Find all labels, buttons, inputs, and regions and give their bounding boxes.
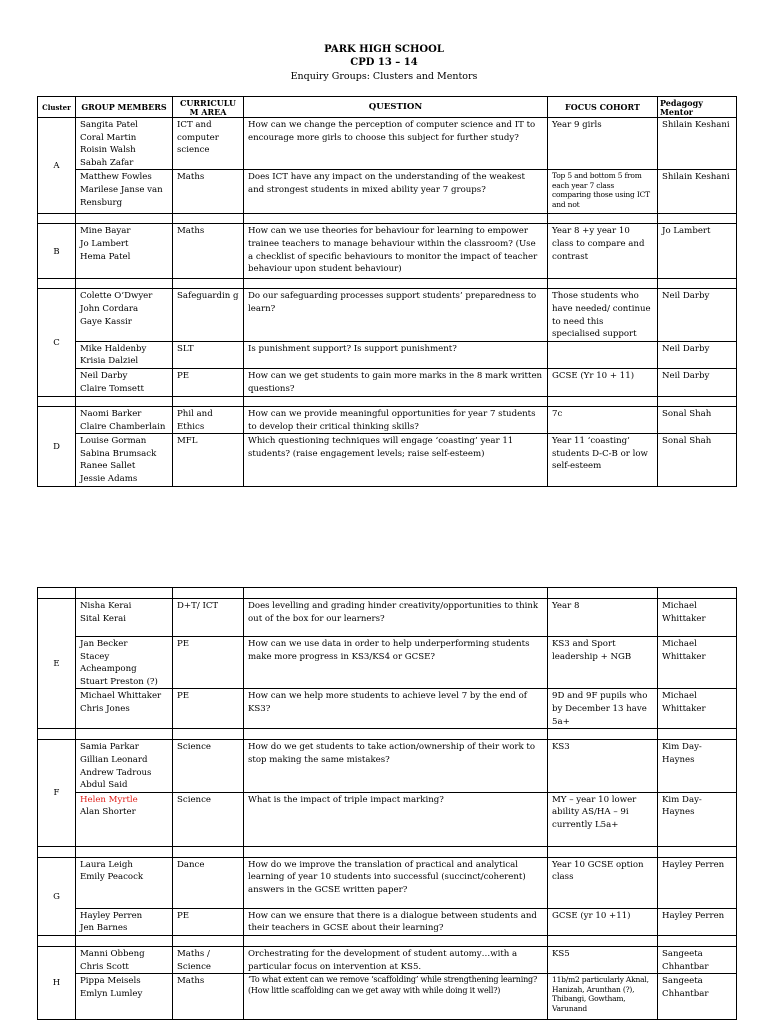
table-row [38, 170, 737, 214]
pedagogy-mentor: Shilain Keshani [658, 170, 737, 214]
pedagogy-mentor: Michael Whittaker [658, 689, 737, 729]
table-row [38, 224, 737, 279]
question: How can we get students to gain more marks in the 8 mark written questions? [244, 368, 548, 396]
group-members [76, 946, 173, 973]
group-members [76, 118, 173, 170]
member-name: Neil Darby [80, 370, 128, 381]
focus-cohort: 9D and 9F pupils who by December 13 have 5a+ [548, 689, 658, 729]
focus-cohort: KS5 [548, 946, 658, 973]
group-members [76, 792, 173, 846]
member-name: Stuart Preston (?) [80, 676, 158, 687]
cluster-label: B [38, 224, 76, 279]
member-name: Helen Myrtle [80, 794, 138, 805]
curriculum-area: PE [173, 368, 244, 396]
table-row [38, 908, 737, 935]
enquiry-table-bottom [37, 587, 737, 1020]
member-name: Andrew Tadrous [80, 767, 152, 778]
table-row [38, 792, 737, 846]
pedagogy-mentor: Neil Darby [658, 368, 737, 396]
member-name: Emlyn Lumley [80, 988, 143, 999]
spacer-row [38, 396, 737, 406]
table-row [38, 289, 737, 341]
pedagogy-mentor: Sangeeta Chhantbar [658, 946, 737, 973]
group-members [76, 368, 173, 396]
member-name: Laura Leigh [80, 859, 133, 870]
member-name: Jan Becker [80, 639, 128, 649]
curriculum-area: Maths / Science [173, 946, 244, 973]
group-members [76, 434, 173, 487]
table-row [38, 637, 737, 689]
member-name: Samia Parkar [80, 742, 139, 753]
member-name: Chris Jones [80, 703, 130, 714]
member-name: Jen Barnes [80, 923, 128, 934]
curriculum-area: Maths [173, 170, 244, 214]
focus-cohort [548, 341, 658, 368]
member-name: Sital Kerai [80, 613, 126, 624]
question: How do we get students to take action/ownership of their work to stop making the same mistakes? [244, 740, 548, 792]
table-row [38, 368, 737, 396]
col-header-members: GROUP MEMBERS [76, 97, 173, 118]
focus-cohort: GCSE (yr 10 +11) [548, 908, 658, 935]
pedagogy-mentor: Shilain Keshani [658, 118, 737, 170]
col-header-mentor: Pedagogy Mentor [658, 97, 737, 118]
focus-cohort: Year 9 girls [548, 118, 658, 170]
curriculum-area: Phil and Ethics [173, 406, 244, 433]
question: Is punishment support? Is support punishment? [244, 341, 548, 368]
member-name: Nisha Kerai [80, 601, 132, 611]
member-name: Hayley Perren [80, 910, 143, 921]
table-row [38, 434, 737, 487]
member-name: Jo Lambert [80, 238, 129, 249]
pedagogy-mentor: Neil Darby [658, 289, 737, 341]
curriculum-area: PE [173, 637, 244, 689]
table-row [38, 857, 737, 908]
col-header-question: QUESTION [244, 97, 548, 118]
document-heading: Enquiry Groups: Clusters and Mentors [290, 71, 478, 82]
table-row [38, 946, 737, 973]
member-name: Gillian Leonard [80, 754, 148, 765]
focus-cohort: Those students who have needed/ continue to need this specialised support [548, 289, 658, 341]
member-name: Sabina Brumsack [80, 448, 157, 459]
spacer-row [38, 214, 737, 224]
cluster-label: H [38, 946, 76, 1019]
question: Do our safeguarding processes support students’ preparedness to learn? [244, 289, 548, 341]
curriculum-area: Maths [173, 224, 244, 279]
table-row [38, 406, 737, 433]
table-row [38, 689, 737, 729]
group-members [76, 689, 173, 729]
pedagogy-mentor: Hayley Perren [658, 908, 737, 935]
group-members [76, 341, 173, 368]
focus-cohort: KS3 and Sport leadership + NGB [548, 637, 658, 689]
member-name: Emily Peacock [80, 872, 144, 883]
curriculum-area: Science [173, 740, 244, 792]
question: How do we improve the translation of practical and analytical learning of year 10 students into successful (succinct/coherent) answers in the GCSE written paper? [244, 857, 548, 908]
group-members [76, 599, 173, 637]
spacer-row [38, 279, 737, 289]
focus-cohort: Year 10 GCSE option class [548, 857, 658, 908]
group-members [76, 224, 173, 279]
school-title: PARK HIGH SCHOOL [324, 44, 444, 55]
member-name: John Cordara [80, 303, 139, 314]
cluster-label: F [38, 740, 76, 846]
group-members [76, 170, 173, 214]
member-name: Chris Scott [80, 961, 129, 972]
member-name: Claire Chamberlain [80, 421, 166, 432]
enquiry-table-top [37, 96, 737, 487]
focus-cohort: GCSE (Yr 10 + 11) [548, 368, 658, 396]
spacer-row [38, 729, 737, 740]
member-name: Claire Tomsett [80, 383, 144, 394]
member-name: Marilese Janse van Rensburg [80, 184, 163, 208]
col-header-cluster: Cluster [38, 97, 76, 118]
group-members [76, 740, 173, 792]
question: How can we use data in order to help underperforming students make more progress in KS3/KS4 or GCSE? [244, 637, 548, 689]
cluster-label: E [38, 599, 76, 729]
question: How can we change the perception of computer science and IT to encourage more girls to choose this subject for further study? [244, 118, 548, 170]
group-members [76, 406, 173, 433]
member-name: Sangita Patel [80, 120, 138, 130]
group-members [76, 974, 173, 1020]
member-name: Sabah Zafar [80, 157, 134, 168]
member-name: Colette O’Dwyer [80, 291, 153, 302]
col-header-area: CURRICULUM AREA [173, 97, 244, 118]
question: Orchestrating for the development of student automy…with a particular focus on intervention at KS5. [244, 946, 548, 973]
cluster-label: A [38, 118, 76, 214]
question: How can we use theories for behaviour for learning to empower trainee teachers to manage behaviour within the classroom? (Use a checklist of specific behaviours to monitor the impact of teacher behaviour upon student behaviour) [244, 224, 548, 279]
table-header-row [38, 97, 737, 118]
member-name: Krisia Dalziel [80, 356, 139, 367]
col-header-cohort: FOCUS COHORT [548, 97, 658, 118]
member-name: Matthew Fowles [80, 172, 152, 183]
spacer-row [38, 935, 737, 946]
focus-cohort: Year 8 [548, 599, 658, 637]
curriculum-area: ICT and computer science [173, 118, 244, 170]
question: What is the impact of triple impact marking? [244, 792, 548, 846]
member-name: Ranee Sallet [80, 461, 136, 472]
pedagogy-mentor: Michael Whittaker [658, 599, 737, 637]
member-name: Coral Martin [80, 132, 137, 143]
group-members [76, 289, 173, 341]
question: How can we help more students to achieve level 7 by the end of KS3? [244, 689, 548, 729]
cluster-label: D [38, 406, 76, 486]
member-name: Stacey Acheampong [80, 651, 137, 675]
curriculum-area: Safeguardin g [173, 289, 244, 341]
curriculum-area: Maths [173, 974, 244, 1020]
focus-cohort: Year 8 +y year 10 class to compare and contrast [548, 224, 658, 279]
member-name: Manni Obbeng [80, 948, 145, 959]
member-name: Mike Haldenby [80, 343, 147, 354]
focus-cohort: KS3 [548, 740, 658, 792]
spacer-row [38, 846, 737, 857]
curriculum-area: SLT [173, 341, 244, 368]
question: How can we ensure that there is a dialogue between students and their teachers in GCSE about their learning? [244, 908, 548, 935]
pedagogy-mentor: Sonal Shah [658, 406, 737, 433]
question: Which questioning techniques will engage ‘coasting’ year 11 students? (raise engagement levels; raise self-esteem) [244, 434, 548, 487]
table-row [38, 341, 737, 368]
pedagogy-mentor: Michael Whittaker [658, 637, 737, 689]
curriculum-area: MFL [173, 434, 244, 487]
member-name: Alan Shorter [80, 807, 136, 818]
member-name: Hema Patel [80, 251, 131, 262]
group-members [76, 637, 173, 689]
member-name: Michael Whittaker [80, 691, 162, 702]
pedagogy-mentor: Neil Darby [658, 341, 737, 368]
curriculum-area: PE [173, 908, 244, 935]
cluster-label: C [38, 289, 76, 397]
member-name: Pippa Meisels [80, 976, 141, 987]
table-row [38, 118, 737, 170]
curriculum-area: D+T/ ICT [173, 599, 244, 637]
curriculum-area: Science [173, 792, 244, 846]
curriculum-area: PE [173, 689, 244, 729]
member-name: Mine Bayar [80, 226, 131, 237]
cpd-year: CPD 13 – 14 [350, 57, 418, 68]
pedagogy-mentor: Hayley Perren [658, 857, 737, 908]
member-name: Roisin Walsh [80, 145, 136, 156]
group-members [76, 908, 173, 935]
question: Does ICT have any impact on the understanding of the weakest and strongest students in mixed ability year 7 groups? [244, 170, 548, 214]
focus-cohort: 7c [548, 406, 658, 433]
pedagogy-mentor: Kim Day-Haynes [658, 792, 737, 846]
member-name: Gaye Kassir [80, 316, 132, 327]
member-name: Naomi Barker [80, 408, 142, 419]
curriculum-area: Dance [173, 857, 244, 908]
question: ‘To what extent can we remove ‘scaffolding’ while strengthening learning? (How little scaffolding can we get away with while doing it well?) [244, 974, 548, 1020]
pedagogy-mentor: Sonal Shah [658, 434, 737, 487]
spacer-row [38, 588, 737, 599]
focus-cohort: 11b/m2 particularly Aknal, Hanizah, Arunthan (?), Thibangi, Gowtham, Varunand [548, 974, 658, 1020]
pedagogy-mentor: Jo Lambert [658, 224, 737, 279]
cluster-label: G [38, 857, 76, 935]
pedagogy-mentor: Sangeeta Chhantbar [658, 974, 737, 1020]
member-name: Louise Gorman [80, 436, 147, 447]
member-name: Abdul Said [80, 780, 128, 791]
pedagogy-mentor: Kim Day-Haynes [658, 740, 737, 792]
question: Does levelling and grading hinder creativity/opportunities to think out of the box for our learners? [244, 599, 548, 637]
member-name: Jessie Adams [80, 473, 138, 484]
group-members [76, 857, 173, 908]
focus-cohort: Top 5 and bottom 5 from each year 7 class comparing those using ICT and not [548, 170, 658, 214]
table-row [38, 740, 737, 792]
question: How can we provide meaningful opportunities for year 7 students to develop their critical thinking skills? [244, 406, 548, 433]
table-row [38, 599, 737, 637]
focus-cohort: MY – year 10 lower ability AS/HA – 9i currently L5a+ [548, 792, 658, 846]
focus-cohort: Year 11 ‘coasting’ students D-C-B or low self-esteem [548, 434, 658, 487]
table-row [38, 974, 737, 1020]
